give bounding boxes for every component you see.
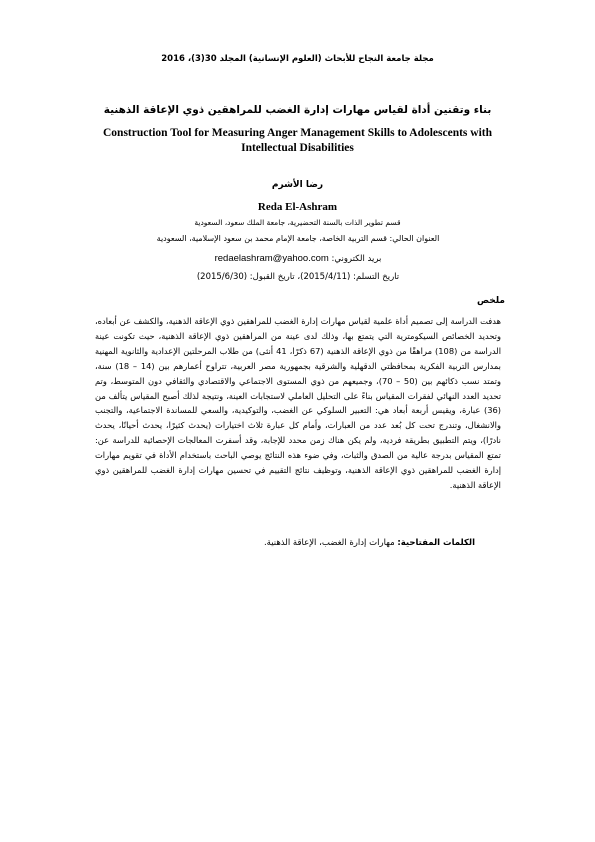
received-date: (2015/4/11) <box>300 272 351 282</box>
author-affiliation: قسم تطوير الذات بالسنة التحضيرية، جامعة الملك سعود، السعودية <box>194 218 401 227</box>
journal-header: مجلة جامعة النجاح للأبحاث (العلوم الإنسانية) المجلد 30(3)، 2016 <box>161 54 434 64</box>
author-name-english: Reda El-Ashram <box>257 201 338 213</box>
english-title: Construction Tool for Measuring Anger Management Skills to Adolescents with Intellectual Disabilities <box>103 127 492 154</box>
abstract-heading: ملخص <box>476 296 505 306</box>
accepted-date: (2015/6/30) <box>196 272 248 282</box>
current-address <box>93 234 503 243</box>
keywords-label: الكلمات المفتاحية: <box>397 538 475 548</box>
keywords-value: مهارات إدارة الغضب، الإعاقة الذهنية. <box>263 538 395 548</box>
arabic-title: بناء وتقنين أداة لقياس مهارات إدارة الغضب للمراهقين ذوي الإعاقة الذهنية <box>103 104 492 116</box>
dates-line: تاريخ التسلم: (2015/4/11)، تاريخ القبول: (2015/6/30) <box>196 272 400 282</box>
address-label: العنوان الحالي: <box>389 234 440 243</box>
accepted-label: تاريخ القبول: <box>249 272 295 282</box>
author-name-arabic: رضا الأشرم <box>271 180 324 190</box>
received-label: تاريخ التسلم: <box>353 272 400 282</box>
email-line <box>93 253 503 264</box>
email-address[interactable]: redaelashram@yahoo.com <box>214 253 329 264</box>
abstract-body: هدفت الدراسة إلى تصميم أداة علمية لقياس مهارات إدارة الغضب للمراهقين ذوي الإعاقة الذهنية، والكشف عن أبعاده، وتحديد الخصائص السيكومترية التي يتمتع بها، وذلك لدى عينة من المراهقين ذوي الإعاقة الذهنية، حيث تكونت عينة الدراسة من (108) مراهقًا من ذوي الإعاقة الذهنية (67 ذكرًا، 41 أنثى) من طلاب المرحلتين الإعدادية والثانوية المهنية بمدارس التربية الفكرية بمحافظتي الدقهلية والشرقية بجمهورية مصر العربية، تتراوح أعمارهم بين (14 – 18) سنة، وتمتد نسب ذكائهم بين (50 – 70)، وجميعهم من ذوي المستوى الاجتماعي والاقتصادي والثقافي دون المتوسط، وتم تحديد العدد النهائي لفقرات المقياس بناءً على التحليل العاملي لاستجابات العينة، ونتيجة لذلك أصبح المقياس يتألف من (36) عبارة، ويقيس أربعة أبعاد هي: التعبير السلوكي عن الغضب، والتوكيدية، والسعي للمساندة الاجتماعية، والتجنب والانشغال، وتندرج تحت كل بُعد عدد من العبارات، وأمام كل عبارة ثلاث اختيارات (يحدث كثيرًا، يحدث أحيانًا، يحدث نادرًا)، ويتم التطبيق بطريقة فردية، ولم يكن هناك زمن محدد للإجابة، وقد أسفرت المعالجات الإحصائية للدراسة عن: تمتع المقياس بدرجة عالية من الصدق والثبات، وفي ضوء هذه النتائج يوصي الباحث باستخدام الأداة في تقويم مهارات إدارة الغضب للمراهقين ذوي الإعاقة الذهنية، وتوظيف نتائج التقييم في تحسين مهارات إدارة الغضب للمراهقين ذوي الإعاقة الذهنية. <box>95 316 502 490</box>
address-value: قسم التربية الخاصة، جامعة الإمام محمد بن سعود الإسلامية، السعودية <box>156 234 387 243</box>
keywords-line <box>95 538 475 548</box>
email-label: بريد الكتروني: <box>331 254 382 264</box>
